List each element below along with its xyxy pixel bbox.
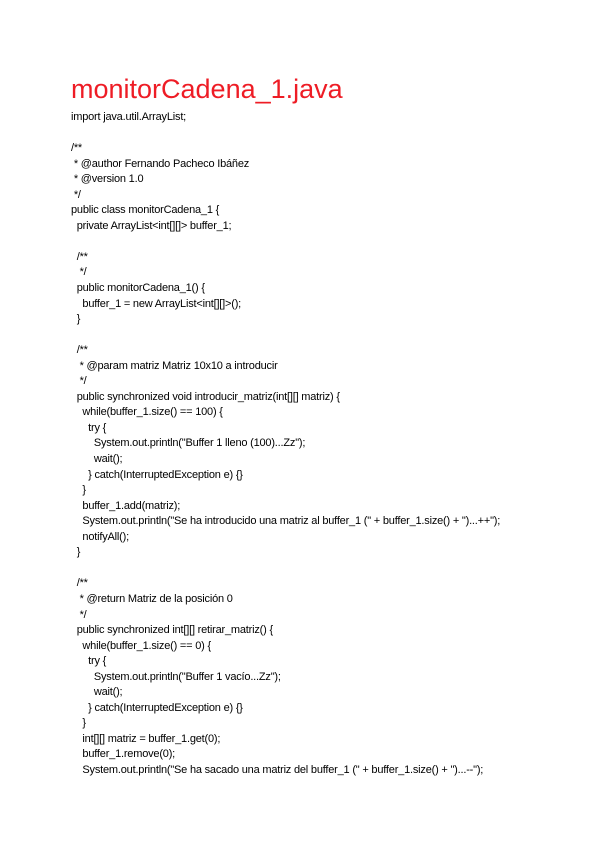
blank-line <box>71 328 500 344</box>
code-line: int[][] matriz = buffer_1.get(0); <box>71 732 221 745</box>
code-line: buffer_1 = new ArrayList<int[][]>(); <box>71 297 242 310</box>
blank-line <box>71 561 500 577</box>
code-line: */ <box>71 188 81 201</box>
code-line: try { <box>71 421 107 434</box>
code-line: buffer_1.remove(0); <box>71 748 176 761</box>
code-line: * @version 1.0 <box>71 173 144 186</box>
code-line: private ArrayList<int[][]> buffer_1; <box>71 219 232 232</box>
code-line: notifyAll(); <box>71 530 129 543</box>
code-line: buffer_1.add(matriz); <box>71 499 181 512</box>
code-line: System.out.println("Se ha sacado una matriz del buffer_1 (" + buffer_1.size() + ")...--"); <box>71 763 484 776</box>
code-line: System.out.println("Se ha introducido una matriz al buffer_1 (" + buffer_1.size() + ")...++"); <box>71 515 501 528</box>
code-line: } <box>71 717 86 730</box>
code-line: /** <box>71 142 83 155</box>
code-line: public monitorCadena_1() { <box>71 282 205 295</box>
document-title: monitorCadena_1.java <box>71 74 343 104</box>
code-line: wait(); <box>71 686 123 699</box>
code-line: */ <box>71 608 87 621</box>
code-line: public synchronized void introducir_matriz(int[][] matriz) { <box>71 390 340 403</box>
blank-line <box>71 234 500 250</box>
code-line: * @author Fernando Pacheco Ibáñez <box>71 157 250 170</box>
code-line: public synchronized int[][] retirar_matriz() { <box>71 624 273 637</box>
code-line: public class monitorCadena_1 { <box>71 204 220 217</box>
code-line: /** <box>71 250 88 263</box>
code-line: /** <box>71 344 88 357</box>
code-line: */ <box>71 375 87 388</box>
code-line: } <box>71 546 81 559</box>
code-line: while(buffer_1.size() == 0) { <box>71 639 211 652</box>
code-line: } catch(InterruptedException e) {} <box>71 468 243 481</box>
code-line: wait(); <box>71 453 123 466</box>
code-line: System.out.println("Buffer 1 lleno (100)...Zz"); <box>71 437 306 450</box>
blank-line <box>71 126 500 142</box>
code-line: while(buffer_1.size() == 100) { <box>71 406 223 419</box>
code-line: } catch(InterruptedException e) {} <box>71 701 243 714</box>
code-line: } <box>71 313 81 326</box>
code-line: */ <box>71 266 87 279</box>
code-line: * @param matriz Matriz 10x10 a introducir <box>71 359 278 372</box>
code-listing <box>71 110 500 779</box>
code-line: /** <box>71 577 88 590</box>
code-line: try { <box>71 655 107 668</box>
code-line: } <box>71 484 86 497</box>
code-line: System.out.println("Buffer 1 vacío...Zz"); <box>71 670 281 683</box>
code-line: import java.util.ArrayList; <box>71 111 187 123</box>
code-line: * @return Matriz de la posición 0 <box>71 592 233 605</box>
